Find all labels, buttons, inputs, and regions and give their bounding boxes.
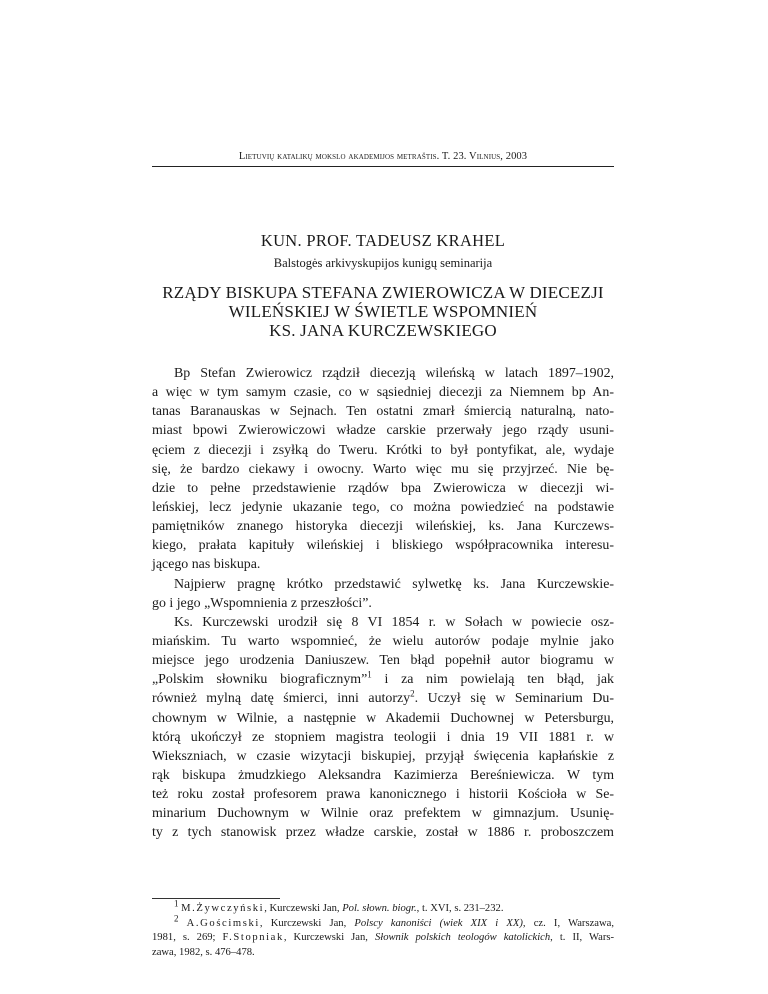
title-line: KS. JANA KURCZEWSKIEGO [269,321,497,340]
body-line: pamiętników znanego historyka diecezji wileńskiej, ks. Jana Kurczews- [152,519,614,535]
body-line: Najpierw pragnę krótko przedstawić sylwetkę ks. Jana Kurczewskie- [174,576,614,592]
body-line: jącego nas biskupa. [152,557,261,573]
footnote-ref-1[interactable]: 1 [367,669,372,680]
title-line: RZĄDY BISKUPA STEFANA ZWIEROWICZA W DIECEZJI [162,283,604,302]
body-line: ty z tych stanowisk przez władze carskie, został w 1886 r. proboszczem [152,825,614,841]
footnote-text: 1981, s. 269; [152,932,216,944]
article-title [152,283,614,340]
footnote-ref-2[interactable]: 2 [410,688,415,699]
footnote-text: , t. II, Wars- [550,932,615,944]
body-line: minarium Duchownym w Wilnie oraz prefektem w gimnazjum. Usunię- [152,806,614,822]
footnote-number: 1 [174,898,179,909]
body-line: miast bpowi Zwierowiczowi władze carskie przerwały jego rządy usuni- [152,423,614,439]
footnote-text: , Kurczewski Jan, [283,932,368,944]
header-rule [152,166,614,167]
footnote-text: , t. XVI, s. 231–232. [416,903,504,914]
body-line: rąk biskupa żmudzkiego Aleksandra Kazimierza Bereśniewicza. W tym [152,767,614,783]
title-line: WILEŃSKIEJ W ŚWIETLE WSPOMNIEŃ [228,302,538,321]
body-line: się, że bardzo ciekawy i owocny. Warto więc mu się przyjrzeć. Nie bę- [152,461,614,477]
body-line: kiego, prałata kapituły wileńskiej i bliskiego współpracownika interesu- [152,538,614,554]
body-line: miejsce jego urodzenia Daniuszew. Ten błąd popełnił autor biogramu w [152,653,614,669]
body-line [152,670,614,689]
body-line: go i jego „Wspomnienia z przeszłości”. [152,595,372,611]
body-line: tanas Baranauskas w Sejnach. Ten ostatni zmarł śmiercią naturalną, nato- [152,404,614,420]
body-fragment: również mylną datę śmierci, inni autorzy [152,691,411,707]
body-line [152,689,614,708]
footnote-2-cont [152,931,614,946]
footnote-text: cz. I, Warszawa, [533,917,614,929]
footnote-number: 2 [174,913,179,924]
body-fragment: i za nim powielają ten błąd, jak [384,672,614,688]
footnotes [152,898,615,960]
footnote-author: F.Stopniak [222,932,284,944]
footnote-source: Polscy kanoniści (wiek XIX i XX), [354,917,526,929]
body-line: a więc w tym samym czasie, co w sąsiedniej diecezji za Niemnem bp An- [152,385,614,401]
author-name: KUN. PROF. TADEUSZ KRAHEL [260,231,506,250]
body-line: Ks. Kurczewski urodził się 8 VI 1854 r. w Sołach w powiecie osz- [174,614,614,630]
article-body [152,364,614,843]
body-line: też roku został profesorem prawa kanonicznego i historii Kościoła w Se- [152,787,614,803]
body-line: miańskim. Tu warto wspomnieć, że wielu autorów podaje mylnie jako [152,633,614,649]
body-line: leńskiej, lecz jedynie ukazanie tego, co można powiedzieć na podstawie [152,499,614,515]
body-fragment: „Polskim słowniku biograficznym” [152,672,368,688]
running-head-text: Lietuvių katalikų mokslo akademijos metraštis. T. 23. Vilnius, 2003 [238,151,528,162]
body-fragment: . Uczył się w Seminarium Du- [414,691,615,707]
footnote-text: , Kurczewski Jan, [264,903,340,914]
author-affiliation: Balstogės arkivyskupijos kunigų seminarija [273,256,493,270]
footnote-1 [152,898,614,917]
body-line: którą ukończył ze stopniem magistra teologii i dnia 19 VII 1881 r. w [152,729,614,745]
body-line: dzie to pełne przedstawienie rządów bpa Zwierowicza w diecezji wi- [152,480,614,496]
footnote-source: Słownik polskich teologów katolickich [374,932,551,944]
footnote-2 [152,913,614,932]
footnote-source: Pol. słown. biogr. [342,903,417,914]
body-line: Bp Stefan Zwierowicz rządził diecezją wileńską w latach 1897–1902, [174,366,614,381]
running-header [152,151,614,162]
body-line: Wiekszniach, w czasie wizytacji biskupiej, przyjął święcenia kapłańskie z [152,748,614,764]
footnote-text: , Kurczewski Jan, [259,917,347,929]
body-line: ęciem z diecezji i zsyłką do Tweru. Krótki to był pontyfikat, ale, wydaje [152,442,614,458]
body-line: chownym w Wilnie, a następnie w Akademii Duchownej w Petersburgu, [152,710,614,726]
footnote-author: A.Gościmski [186,917,260,929]
footnote-2-cont: zawa, 1982, s. 476–478. [152,946,255,958]
footnote-author: M.Żywczyński [181,903,265,914]
footnote-rule [152,898,280,899]
